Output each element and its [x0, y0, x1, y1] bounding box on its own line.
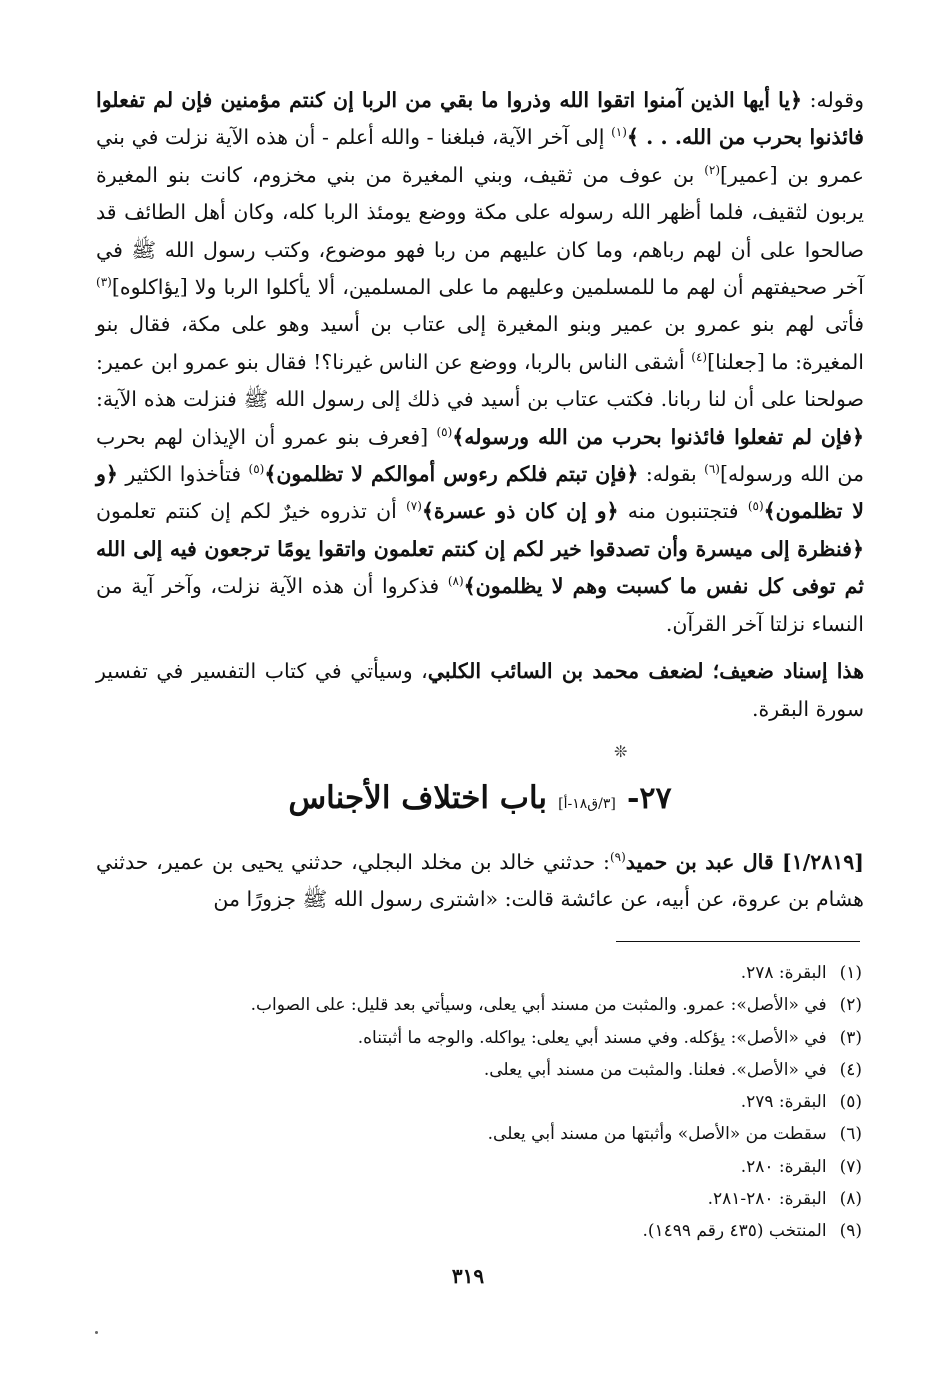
hadith-block	[96, 844, 864, 919]
quoted-text: هذا إسناد ضعيف؛ لضعف محمد بن السائب الكلبي	[427, 659, 864, 684]
manuscript-reference: [٣/ق١٨-أ]	[558, 796, 616, 812]
chapter-heading	[96, 780, 864, 816]
footnote-item	[122, 957, 862, 989]
text-segment: فتأخذوا الكثير	[117, 462, 249, 487]
footnote-number: (٧)	[839, 1156, 862, 1177]
footnote-marker: (٣)	[96, 275, 112, 290]
text-segment: أشقى الناس بالربا، ووضع عن الناس غيرنا؟! فقال بنو عمرو ابن عمير: صولحنا على أن لنا ربانا. فكتب عتاب بن أسيد في ذلك إلى رسول الله ﷺ فنزلت هذه الآية:	[96, 349, 864, 412]
text-segment: بن عوف من ثقيف، وبني المغيرة من بني مخزوم، كانت بنو المغيرة يربون لثقيف، فلما أظهر الله رسوله على مكة ووضع يومئذ الربا كله، وكان أهل الطائف قد صالحوا على أن لهم رباهم، وما كان عليهم من ربا فهو موضوع، وكتب رسول الله ﷺ في آخر صحيفتهم أن لهم ما للمسلمين وعليهم ما على المسلمين، ألا يأكلوا الربا ولا [يؤاكلوه]	[96, 162, 864, 300]
footnote-text: البقرة: ٢٨٠-٢٨١.	[707, 1189, 832, 1210]
footnote-marker: (٢)	[704, 162, 721, 177]
text-segment: فتجتنبون منه	[618, 499, 748, 524]
paragraph-isnad-grading	[96, 653, 864, 728]
chapter-number: ٢٧-	[626, 781, 672, 816]
footnote-text: البقرة: ٢٧٩.	[740, 1092, 832, 1113]
footnote-number: (١)	[839, 963, 862, 983]
footnote-text: في «الأصل»: يؤكله. وفي مسند أبي يعلى: يواكله. والوجه ما أثبتناه.	[357, 1027, 832, 1048]
quoted-text: [١/٢٨١٩] قال عبد بن حميد	[625, 850, 864, 874]
footnote-divider	[616, 941, 860, 942]
footnote-text: البقرة: ٢٧٨.	[740, 963, 832, 983]
quoted-text: ﴿يا أيها الذين آمنوا اتقوا الله وذروا ما بقي من الربا إن كنتم مؤمنين فإن لم تفعلوا فائذنوا بحرب من الله. . . ﴾	[96, 88, 864, 150]
footnote-item	[122, 1118, 862, 1150]
quoted-text: ﴿و إن كان ذو عسرة﴾	[421, 499, 619, 524]
main-text	[96, 82, 864, 728]
footnote-item	[122, 1086, 862, 1118]
text-segment: فذكروا أن هذه الآية نزلت، وآخر آية من النساء نزلتا آخر القرآن.	[96, 574, 864, 636]
footnote-marker: (٨)	[447, 574, 464, 589]
footnote-number: (٢)	[839, 995, 862, 1016]
text-segment: [فعرف بنو عمرو أن الإيذان لهم بحرب من الله ورسوله]	[96, 424, 865, 487]
text-segment: فأتى لهم بنو عمرو بن عمير وبنو المغيرة إلى عتاب بن أسيد وهو على مكة، فقال بنو المغيرة: ما [جعلنا]	[96, 312, 864, 374]
footnote-text: في «الأصل». فعلنا. والمثبت من مسند أبي يعلى.	[483, 1059, 832, 1080]
footnote-marker: (٥)	[747, 499, 764, 514]
text-segment: بقوله:	[638, 462, 705, 487]
footnote-item	[122, 1183, 862, 1215]
footnote-item	[122, 1054, 862, 1086]
footnote-item	[122, 1151, 862, 1183]
footnote-number: (٦)	[839, 1124, 862, 1145]
footnote-text: المنتخب (٤٣٥ رقم ١٤٩٩).	[642, 1221, 832, 1242]
footnote-number: (٩)	[839, 1221, 862, 1242]
footnote-marker: (١)	[611, 125, 627, 140]
quoted-text: ﴿و لا تظلمون﴾	[96, 462, 864, 524]
quoted-text: ﴿فإن تبتم فلكم رءوس أموالكم لا تظلمون﴾	[264, 462, 639, 487]
quoted-text: ﴿فنظرة إلى ميسرة وأن تصدقوا خير لكم إن كنتم تعلمون واتقوا يومًا ترجعون فيه إلى الله ثم توفى كل نفس ما كسبت وهم لا يظلمون﴾	[96, 536, 864, 599]
quoted-text: ﴿فإن لم تفعلوا فائذنوا بحرب من الله ورسوله﴾	[452, 424, 864, 449]
text-segment: ، وسيأتي في كتاب التفسير في تفسير سورة البقرة.	[96, 659, 864, 721]
footnote-marker: (٥)	[248, 462, 265, 477]
footnote-text: سقطت من «الأصل» وأثبتها من مسند أبي يعلى.	[487, 1124, 832, 1145]
page-number: ٣١٩	[451, 1264, 485, 1288]
footnote-marker: (٦)	[704, 462, 720, 477]
ornament-mark: ❊	[614, 742, 628, 761]
footnote-number: (٥)	[839, 1092, 862, 1113]
text-segment: : حدثني خالد بن مخلد البجلي، حدثني يحيى بن عمير، حدثني هشام بن عروة، عن أبيه، عن عائشة قالت: «اشترى رسول الله ﷺ جزورًا من	[96, 850, 864, 912]
text-segment: وقوله:	[802, 88, 864, 112]
footnote-item	[122, 1215, 862, 1247]
footnote-marker: (٩)	[609, 850, 626, 865]
footnote-number: (٤)	[839, 1059, 862, 1080]
footnote-marker: (٥)	[436, 424, 453, 439]
footnote-item	[122, 989, 862, 1021]
paragraph-quran-verse-context	[96, 82, 864, 643]
footnotes-list	[122, 957, 862, 1248]
footnote-number: (٨)	[839, 1189, 862, 1210]
footnote-text: البقرة: ٢٨٠.	[740, 1156, 832, 1177]
footnote-marker: (٤)	[691, 350, 708, 365]
footnote-item	[122, 1022, 862, 1054]
footnote-text: في «الأصل»: عمرو. والمثبت من مسند أبي يعلى، وسيأتي بعد قليل: على الصواب.	[250, 995, 832, 1016]
chapter-title: باب اختلاف الأجناس	[288, 780, 548, 816]
text-segment: إلى آخر الآية، فبلغنا - والله أعلم - أن هذه الآية نزلت في بني عمرو بن [عمير]	[96, 125, 864, 187]
paragraph-hadith	[96, 844, 864, 919]
footnote-marker: (٧)	[406, 499, 422, 514]
scan-speck	[95, 1331, 98, 1334]
text-segment: أن تذروه خيرٌ لكم إن كنتم تعلمون	[96, 499, 407, 524]
footnote-number: (٣)	[839, 1027, 862, 1048]
